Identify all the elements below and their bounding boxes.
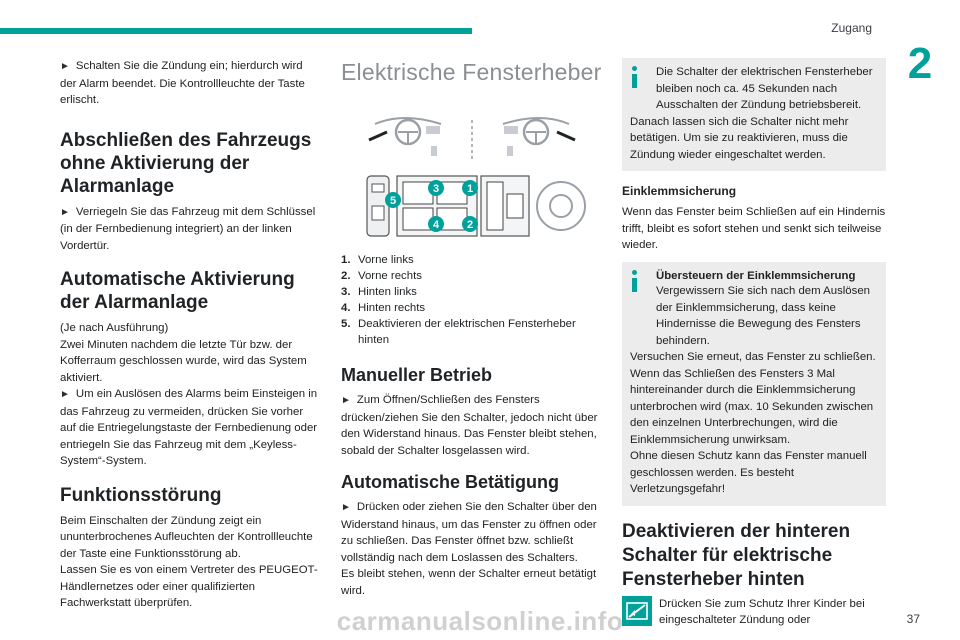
legend-item: 3. Hinten links: [341, 286, 417, 298]
paragraph-stop-again: Es bleibt stehen, wenn der Schalter erneut betätigt wird.: [341, 568, 597, 597]
info-box-override-anti-pinch: Übersteuern der Einklemmsicherung Vergewissern Sie sich nach dem Auslösen der Einklemmsicherung, dass keine Hindernisse die Bewegung des Fensters behindern. Versuchen Sie erneut, das Fenster zu schließen. Wenn das Schließen des Fensters 3 Mal hintereinander durch die Einklemmsicherung unterbrochen wird (max. 10 Sekunden zwischen den einzelnen Unterbrechungen, wird die Einklemmsicherung unwirksam. Ohne diesen Schutz kann das Fenster manuell geschlossen werden. Es besteht Verletzungsgefahr!: [622, 262, 886, 506]
section-title: Zugang: [831, 21, 872, 35]
legend-item: 1. Vorne links: [341, 254, 414, 266]
paragraph-alarm-end: ► Schalten Sie die Zündung ein; hierdurch wird der Alarm beendet. Die Kontrollleuchte der Taste erlischt.: [60, 60, 305, 106]
power-window-diagram: [341, 90, 603, 238]
info-icon: [629, 66, 641, 88]
badge-4: 4: [432, 219, 440, 231]
chapter-number: 2: [907, 39, 933, 88]
switch-legend: [341, 252, 603, 348]
paragraph-manual-operation: ► Zum Öffnen/Schließen des Fensters drücken/ziehen Sie den Schalter, jedoch nicht über den Widerstand hinaus. Das Fenster bleibt stehen, sobald der Schalter losgelassen wird.: [341, 394, 598, 457]
bullet-arrow-icon: ►: [60, 206, 70, 218]
badge-1: 1: [466, 183, 474, 195]
legend-item: 2. Vorne rechts: [341, 270, 422, 282]
paragraph-version-note: (Je nach Ausführung): [60, 322, 169, 334]
column-middle: [341, 58, 603, 599]
badge-3: 3: [432, 183, 440, 195]
paragraph-automatic-operation: ► Drücken oder ziehen Sie den Schalter über den Widerstand hinaus, um das Fenster zu öffnen oder zu schließen. Das Fenster öffnet bzw. schließt vollständig nach dem Loslassen des Schalters.: [341, 501, 597, 564]
info-icon: [629, 270, 641, 292]
heading-automatic-alarm: Automatische Aktivierung der Alarmanlage: [60, 269, 295, 313]
badge-2: 2: [466, 219, 474, 231]
heading-lock-without-alarm: Abschließen des Fahrzeugs ohne Aktivierung der Alarmanlage: [60, 129, 312, 197]
paragraph-auto-activation: Zwei Minuten nachdem die letzte Tür bzw. der Kofferraum geschlossen wurde, wird das System aktiviert.: [60, 338, 307, 384]
paragraph-child-protection: Drücken Sie zum Schutz Ihrer Kinder bei eingeschalteter Zündung oder: [659, 597, 865, 626]
paragraph-anti-pinch: Wenn das Fenster beim Schließen auf ein Hindernis trifft, bleibt es sofort stehen und senkt sich teilweise wieder.: [622, 206, 886, 251]
bullet-arrow-icon: ►: [341, 395, 351, 406]
column-left: [60, 58, 322, 612]
column-right: [622, 58, 886, 629]
badge-5: 5: [389, 195, 397, 207]
heading-manual-operation: Manueller Betrieb: [341, 365, 493, 385]
bullet-arrow-icon: ►: [60, 61, 70, 72]
paragraph-dealer-check: Lassen Sie es von einem Vertreter des PEUGEOT-Händlernetzes oder einer qualifizierten Fachwerkstatt überprüfen.: [60, 564, 318, 609]
heading-malfunction: Funktionsstörung: [60, 484, 222, 506]
paragraph-malfunction-led: Beim Einschalten der Zündung zeigt ein ununterbrochenes Aufleuchten der Kontrollleuchte der Taste eine Funktionsstörung ab.: [60, 514, 313, 560]
page-number: 37: [906, 612, 920, 626]
bullet-arrow-icon: ►: [341, 502, 351, 513]
rhd-car-icon: [503, 118, 575, 156]
heading-automatic-operation: Automatische Betätigung: [341, 472, 560, 492]
watermark-text: carmanualsonline.info: [336, 606, 624, 636]
heading-anti-pinch: Einklemmsicherung: [622, 184, 737, 198]
section-heading-power-windows: Elektrische Fensterheber: [341, 59, 602, 85]
info-box-switch-delay: Die Schalter der elektrischen Fensterheber bleiben noch ca. 45 Sekunden nach Ausschalten der Zündung betriebsbereit. Danach lassen sich die Schalter nicht mehr betätigen. Um sie zu reaktivieren, muss die Zündung wieder eingeschaltet werden.: [622, 58, 886, 171]
paragraph-avoid-alarm: ► Um ein Auslösen des Alarms beim Einsteigen in das Fahrzeug zu vermeiden, drücken Sie vorher auf die Entriegelungstaste der Fernbedienung oder entriegeln Sie das Fahrzeug mit dem „Keyless-System“-System.: [60, 388, 318, 467]
heading-deactivate-rear-switches: Deaktivieren der hinteren Schalter für elektrische Fensterheber hinten: [622, 520, 851, 590]
bullet-arrow-icon: ►: [60, 389, 70, 400]
legend-item: 5. Deaktivieren der elektrischen Fensterheber hinten: [341, 318, 576, 346]
lhd-car-icon: [369, 118, 441, 156]
header-accent-bar: [0, 28, 472, 34]
paragraph-lock-with-key: ► Verriegeln Sie das Fahrzeug mit dem Schlüssel (in der Fernbedienung integriert) an der linken Vordertür.: [60, 205, 316, 252]
legend-item: 4. Hinten rechts: [341, 302, 426, 314]
